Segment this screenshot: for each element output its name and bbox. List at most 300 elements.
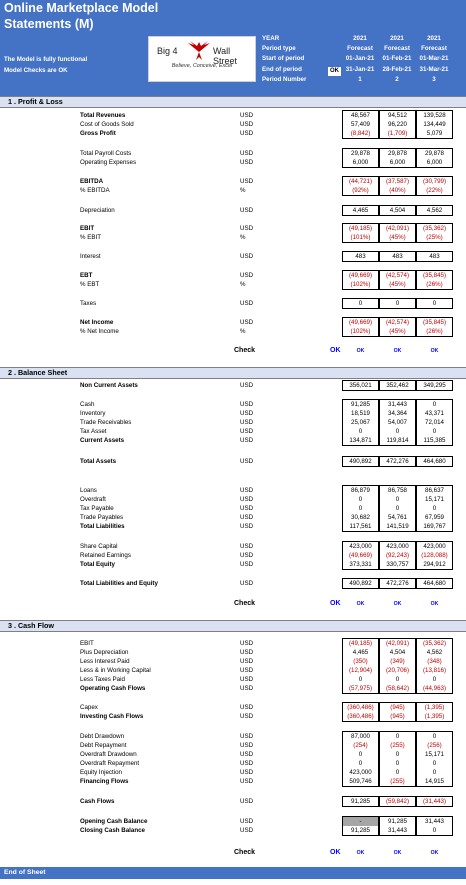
value-cell: 15,171 — [425, 496, 444, 503]
value-cell: (8,842) — [350, 130, 371, 137]
row-unit: USD — [240, 704, 254, 711]
value-cell: (26%) — [426, 328, 443, 335]
value-box — [416, 298, 453, 309]
col1-num: 1 — [358, 76, 362, 83]
row-unit: USD — [240, 640, 254, 647]
row-unit: USD — [240, 419, 254, 426]
row-unit: USD — [240, 300, 254, 307]
row-label: Less & in Working Capital — [80, 667, 151, 674]
row-label: Debt Repayment — [80, 742, 127, 749]
value-box — [379, 541, 416, 570]
row-label: Trade Receivables — [80, 419, 132, 426]
value-cell: (20,706) — [385, 667, 410, 674]
value-cell: 91,285 — [351, 401, 370, 408]
value-cell: (945) — [390, 704, 405, 711]
value-box — [416, 541, 453, 570]
value-cell: 54,007 — [388, 419, 407, 426]
row-unit: USD — [240, 410, 254, 417]
section-title: 2 . Balance Sheet — [8, 368, 68, 377]
row-unit: USD — [240, 778, 254, 785]
row-label: Total Equity — [80, 561, 115, 568]
section-title: 1 . Profit & Loss — [8, 97, 63, 106]
value-cell: 0 — [395, 300, 400, 307]
value-cell: 29,878 — [388, 150, 407, 157]
value-cell: 134,871 — [349, 437, 372, 444]
row-unit: % — [240, 187, 246, 194]
value-cell: (25%) — [426, 234, 443, 241]
row-unit: USD — [240, 487, 254, 494]
value-cell: 509,746 — [349, 778, 372, 785]
value-box — [379, 399, 416, 446]
value-cell: (92%) — [352, 187, 369, 194]
value-cell: 0 — [395, 505, 400, 512]
value-box — [416, 796, 453, 807]
value-box — [379, 223, 416, 243]
row-label: Tax Payable — [80, 505, 114, 512]
value-cell: 349,295 — [423, 382, 446, 389]
row-unit: USD — [240, 561, 254, 568]
value-box — [342, 456, 379, 467]
check-ok-cell: OK — [430, 348, 439, 354]
row-label: Loans — [80, 487, 97, 494]
sheet-title: Statements (M) — [4, 17, 94, 31]
value-cell: (102%) — [350, 328, 371, 335]
col2-year: 2021 — [390, 35, 404, 42]
value-cell: 96,220 — [388, 121, 407, 128]
value-cell: 31,443 — [388, 401, 407, 408]
value-cell: 117,561 — [349, 523, 372, 530]
footer-banner — [0, 867, 466, 879]
eagle-icon — [186, 40, 212, 62]
value-box — [416, 148, 453, 168]
col1-start: 01-Jan-21 — [345, 55, 375, 62]
row-unit: USD — [240, 496, 254, 503]
row-unit: USD — [240, 713, 254, 720]
row-unit: USD — [240, 178, 254, 185]
row-label: Current Assets — [80, 437, 125, 444]
value-box — [379, 456, 416, 467]
col3-year: 2021 — [427, 35, 441, 42]
value-box — [379, 317, 416, 337]
value-cell: 490,892 — [349, 458, 372, 465]
row-label: Operating Expenses — [80, 159, 137, 166]
row-label: Debt Drawdown — [80, 733, 125, 740]
value-cell: (58,642) — [385, 685, 410, 692]
row-unit: USD — [240, 798, 254, 805]
value-cell: 0 — [358, 760, 363, 767]
row-label: Cash Flows — [80, 798, 115, 805]
row-unit: USD — [240, 742, 254, 749]
value-cell: (349) — [390, 658, 405, 665]
value-cell: 0 — [358, 505, 363, 512]
check-label: Check — [234, 849, 256, 856]
value-cell: (31,443) — [422, 798, 447, 805]
check-label: Check — [234, 347, 256, 354]
value-cell: 0 — [432, 401, 437, 408]
value-cell: 6,000 — [389, 159, 406, 166]
value-box — [416, 223, 453, 243]
value-cell: (44,963) — [422, 685, 447, 692]
value-box — [342, 380, 379, 391]
row-unit: USD — [240, 382, 254, 389]
value-cell: (49,669) — [348, 272, 373, 279]
value-cell: (256) — [427, 742, 442, 749]
row-label: Interest — [80, 253, 101, 260]
value-cell: 0 — [358, 751, 363, 758]
logo-tagline: Believe, Conceive, Excel — [171, 63, 233, 69]
value-cell: 490,892 — [349, 580, 372, 587]
row-unit: USD — [240, 272, 254, 279]
row-unit: USD — [240, 401, 254, 408]
value-cell: 0 — [358, 496, 363, 503]
value-box — [379, 176, 416, 196]
meta-label-end: End of period — [262, 66, 302, 73]
row-unit: USD — [240, 207, 254, 214]
value-cell: 483 — [355, 253, 366, 260]
value-cell: 139,528 — [423, 112, 446, 119]
col3-end: 31-Mar-21 — [419, 66, 449, 73]
row-unit: USD — [240, 649, 254, 656]
value-box — [416, 399, 453, 446]
section-header-profit-loss — [0, 96, 466, 108]
section-title: 3 . Cash Flow — [8, 621, 54, 630]
value-box — [416, 638, 453, 694]
value-cell: 15,171 — [425, 751, 444, 758]
value-cell: 423,000 — [423, 543, 446, 550]
value-cell: 423,000 — [349, 543, 372, 550]
value-cell: 0 — [432, 428, 437, 435]
row-label: Taxes — [80, 300, 97, 307]
value-box — [416, 731, 453, 787]
check-ok: OK — [330, 347, 341, 354]
check-ok-cell: OK — [393, 348, 402, 354]
value-box — [379, 638, 416, 694]
value-cell: 0 — [432, 300, 437, 307]
row-unit: USD — [240, 428, 254, 435]
row-label: Net Income — [80, 319, 114, 326]
value-cell: 14,915 — [425, 778, 444, 785]
col2-num: 2 — [395, 76, 399, 83]
value-box — [379, 702, 416, 722]
value-cell: 4,562 — [426, 207, 443, 214]
value-box — [342, 485, 379, 532]
value-cell: 0 — [395, 733, 400, 740]
check-ok-cell: OK — [393, 601, 402, 607]
row-label: Equity Injection — [80, 769, 122, 776]
row-unit: USD — [240, 658, 254, 665]
value-cell: 423,000 — [349, 769, 372, 776]
value-cell: (128,088) — [421, 552, 448, 559]
value-box — [342, 110, 379, 139]
value-box — [342, 270, 379, 290]
row-unit: USD — [240, 112, 254, 119]
value-cell: 472,276 — [386, 458, 409, 465]
row-unit: USD — [240, 543, 254, 550]
col3-type: Forecast — [421, 45, 447, 52]
value-box — [342, 816, 379, 836]
value-cell: 119,814 — [386, 437, 409, 444]
row-label: Total Assets — [80, 458, 117, 465]
value-cell: 72,014 — [425, 419, 444, 426]
value-cell: (101%) — [350, 234, 371, 241]
value-cell: 91,285 — [351, 798, 370, 805]
value-box — [379, 816, 416, 836]
value-cell: 4,504 — [389, 207, 406, 214]
value-cell: 0 — [358, 428, 363, 435]
col1-type: Forecast — [347, 45, 373, 52]
row-label: EBIT — [80, 640, 94, 647]
meta-label-period-type: Period type — [262, 45, 296, 52]
row-label: Total Payroll Costs — [80, 150, 132, 157]
row-label: Gross Profit — [80, 130, 116, 137]
row-label: Trade Payables — [80, 514, 124, 521]
value-cell: 91,285 — [351, 827, 370, 834]
value-box — [342, 796, 379, 807]
value-cell: (37,587) — [385, 178, 410, 185]
check-ok-cell: OK — [393, 850, 402, 856]
value-cell: 86,637 — [425, 487, 444, 494]
value-cell: 54,761 — [388, 514, 407, 521]
value-cell: 0 — [395, 428, 400, 435]
row-unit: % — [240, 328, 246, 335]
value-cell: (360,486) — [347, 704, 374, 711]
check-ok-cell: OK — [356, 348, 365, 354]
value-box — [416, 456, 453, 467]
row-label: Overdraft — [80, 496, 106, 503]
value-cell: 87,000 — [351, 733, 370, 740]
row-unit: % — [240, 234, 246, 241]
value-box — [379, 485, 416, 532]
row-label: EBITDA — [80, 178, 104, 185]
value-cell: (12,904) — [348, 667, 373, 674]
section-header-balance-sheet — [0, 367, 466, 379]
row-unit: USD — [240, 121, 254, 128]
row-label: Total Liabilities and Equity — [80, 580, 158, 587]
value-box — [342, 578, 379, 589]
value-cell: 43,371 — [425, 410, 444, 417]
value-cell: (42,574) — [385, 272, 410, 279]
value-cell: 294,912 — [423, 561, 446, 568]
value-cell: (26%) — [426, 281, 443, 288]
value-cell: (254) — [353, 742, 368, 749]
value-cell: (35,362) — [422, 225, 447, 232]
row-label: Non Current Assets — [80, 382, 138, 389]
value-cell: 57,409 — [351, 121, 370, 128]
value-cell: 86,758 — [388, 487, 407, 494]
row-label: Cash — [80, 401, 95, 408]
value-box — [379, 380, 416, 391]
check-label: Check — [234, 600, 256, 607]
value-cell: (35,362) — [422, 640, 447, 647]
row-unit: USD — [240, 159, 254, 166]
value-cell: (945) — [390, 713, 405, 720]
row-label: Tax Asset — [80, 428, 107, 435]
check-ok: OK — [330, 849, 341, 856]
value-cell: 31,443 — [425, 818, 444, 825]
col3-start: 01-Mar-21 — [419, 55, 449, 62]
value-cell: (42,091) — [385, 640, 410, 647]
value-box — [379, 796, 416, 807]
value-box — [416, 110, 453, 139]
value-cell: 29,878 — [425, 150, 444, 157]
value-box — [416, 485, 453, 532]
value-box — [342, 541, 379, 570]
value-cell: 30,682 — [351, 514, 370, 521]
row-label: Retained Earnings — [80, 552, 131, 559]
value-cell: - — [359, 818, 362, 825]
value-cell: (360,486) — [347, 713, 374, 720]
value-box — [379, 110, 416, 139]
value-cell: 483 — [392, 253, 403, 260]
value-box — [342, 731, 379, 787]
row-unit: USD — [240, 458, 254, 465]
value-cell: (1,709) — [387, 130, 408, 137]
row-label: Less Taxes Paid — [80, 676, 125, 683]
value-cell: 18,519 — [351, 410, 370, 417]
value-cell: 4,465 — [352, 649, 369, 656]
row-label: Operating Cash Flows — [80, 685, 146, 692]
value-cell: 0 — [432, 769, 437, 776]
check-ok-cell: OK — [430, 850, 439, 856]
value-cell: 6,000 — [426, 159, 443, 166]
row-label: % EBIT — [80, 234, 101, 241]
row-label: Share Capital — [80, 543, 118, 550]
header-ok-badge: OK — [330, 68, 339, 74]
col3-num: 3 — [432, 76, 436, 83]
value-box — [379, 298, 416, 309]
value-cell: (42,574) — [385, 319, 410, 326]
value-box — [416, 702, 453, 722]
value-cell: 67,959 — [425, 514, 444, 521]
value-box — [379, 731, 416, 787]
value-cell: 356,021 — [349, 382, 372, 389]
value-cell: 472,276 — [386, 580, 409, 587]
col1-end: 31-Jan-21 — [345, 66, 375, 73]
value-box — [342, 223, 379, 243]
row-unit: USD — [240, 685, 254, 692]
value-cell: 115,385 — [423, 437, 446, 444]
row-label: % EBITDA — [80, 187, 110, 194]
value-cell: 0 — [395, 751, 400, 758]
value-cell: 86,879 — [351, 487, 370, 494]
value-box — [379, 578, 416, 589]
value-cell: (255) — [390, 742, 405, 749]
section-header-cash-flow — [0, 620, 466, 632]
row-unit: USD — [240, 769, 254, 776]
value-cell: 4,562 — [426, 649, 443, 656]
value-cell: (45%) — [389, 281, 406, 288]
value-cell: 0 — [395, 769, 400, 776]
row-unit: USD — [240, 505, 254, 512]
value-cell: 31,443 — [388, 827, 407, 834]
value-cell: (40%) — [389, 187, 406, 194]
row-label: Total Liabilities — [80, 523, 125, 530]
row-label: Financing Flows — [80, 778, 129, 785]
row-unit: USD — [240, 667, 254, 674]
value-cell: 0 — [432, 733, 437, 740]
row-unit: USD — [240, 751, 254, 758]
value-cell: (49,185) — [348, 640, 373, 647]
model-status-note: The Model is fully functional — [4, 56, 88, 63]
value-box — [342, 148, 379, 168]
value-cell: 0 — [432, 760, 437, 767]
company-logo — [148, 36, 256, 82]
check-ok: OK — [330, 600, 341, 607]
row-label: Plus Depreciation — [80, 649, 129, 656]
row-label: Opening Cash Balance — [80, 818, 148, 825]
value-box — [342, 251, 379, 262]
row-unit: USD — [240, 253, 254, 260]
row-label: % EBT — [80, 281, 100, 288]
value-box — [342, 298, 379, 309]
col2-start: 01-Feb-21 — [382, 55, 412, 62]
value-cell: 94,512 — [388, 112, 407, 119]
value-cell: 134,449 — [423, 121, 446, 128]
meta-label-year: YEAR — [262, 35, 280, 42]
value-box — [416, 205, 453, 216]
value-cell: 0 — [432, 505, 437, 512]
check-ok-cell: OK — [356, 601, 365, 607]
logo-text-right: Wall Street — [213, 46, 238, 66]
row-label: Inventory — [80, 410, 106, 417]
value-box — [416, 380, 453, 391]
row-label: Total Revenues — [80, 112, 126, 119]
row-unit: USD — [240, 760, 254, 767]
meta-label-start: Start of period — [262, 55, 305, 62]
value-cell: 4,465 — [352, 207, 369, 214]
footer-text: End of Sheet — [4, 869, 46, 876]
value-box — [379, 270, 416, 290]
value-cell: 352,462 — [386, 382, 409, 389]
check-ok-cell: OK — [430, 601, 439, 607]
value-cell: (348) — [427, 658, 442, 665]
value-cell: 483 — [429, 253, 440, 260]
row-label: Cost of Goods Sold — [80, 121, 134, 128]
value-box — [342, 317, 379, 337]
model-title: Online Marketplace Model — [4, 1, 159, 15]
value-cell: (1,395) — [424, 704, 445, 711]
value-cell: (57,975) — [348, 685, 373, 692]
value-box — [416, 816, 453, 836]
value-cell: 464,680 — [423, 580, 446, 587]
value-cell: 34,364 — [388, 410, 407, 417]
value-cell: (30,799) — [422, 178, 447, 185]
value-cell: 0 — [395, 496, 400, 503]
value-box — [342, 702, 379, 722]
value-cell: 0 — [432, 827, 437, 834]
value-cell: 0 — [395, 676, 400, 683]
value-cell: 423,000 — [386, 543, 409, 550]
value-box — [416, 176, 453, 196]
value-cell: 25,067 — [351, 419, 370, 426]
value-cell: 29,878 — [351, 150, 370, 157]
value-cell: 141,519 — [386, 523, 409, 530]
value-box — [416, 317, 453, 337]
value-box — [416, 578, 453, 589]
row-label: % Net Income — [80, 328, 119, 335]
value-cell: 464,680 — [423, 458, 446, 465]
col2-end: 28-Feb-21 — [382, 66, 412, 73]
value-box — [342, 205, 379, 216]
value-cell: (45%) — [389, 328, 406, 335]
value-cell: 48,567 — [351, 112, 370, 119]
value-cell: 91,285 — [388, 818, 407, 825]
row-unit: USD — [240, 319, 254, 326]
value-cell: (59,842) — [385, 798, 410, 805]
value-cell: 0 — [432, 676, 437, 683]
value-cell: (42,091) — [385, 225, 410, 232]
value-cell: (35,845) — [422, 319, 447, 326]
